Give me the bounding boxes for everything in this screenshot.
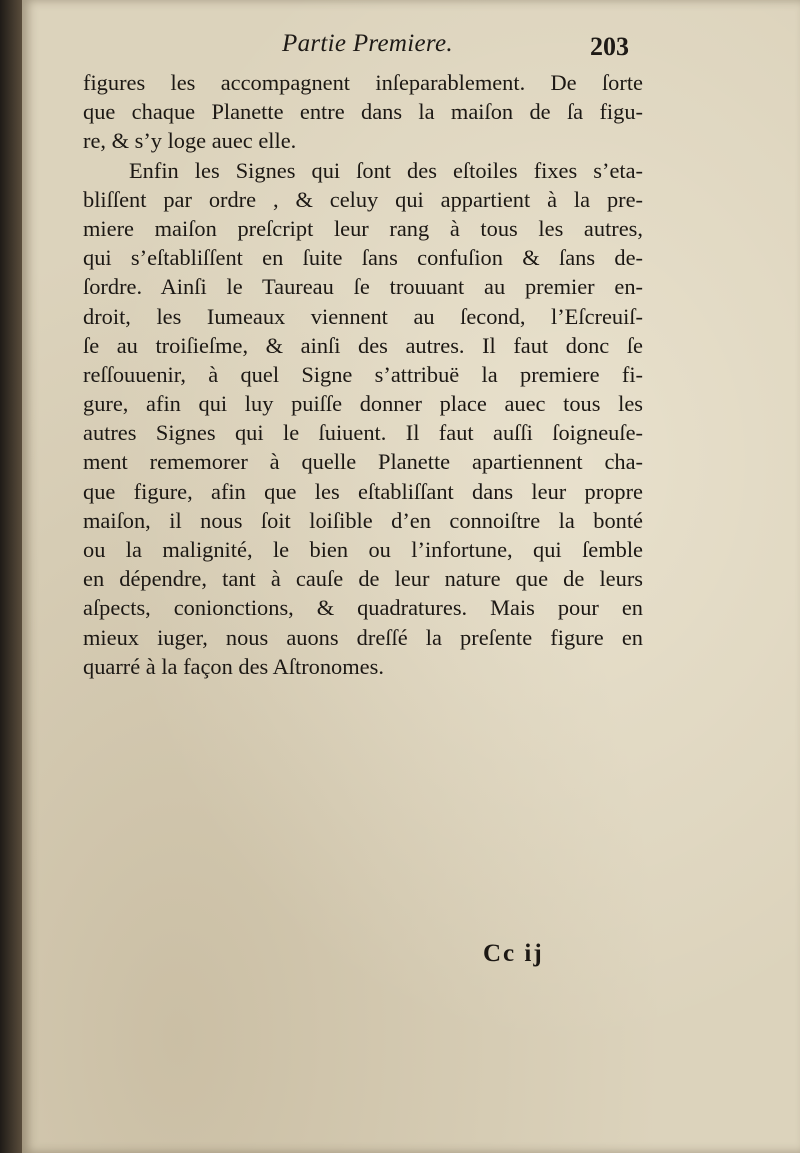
- page-number: 203: [590, 32, 629, 61]
- page-header: [0, 30, 800, 70]
- running-title: Partie Premiere.: [282, 30, 453, 57]
- text-line: qui s’eſtabliſſent en ſuite ſans confuſion & ſans de-: [83, 245, 643, 271]
- text-line: ſe au troiſieſme, & ainſi des autres. Il faut donc ſe: [83, 332, 643, 358]
- text-line: maiſon, il nous ſoit loiſible d’en connoiſtre la bonté: [83, 507, 643, 533]
- text-line: en dépendre, tant à cauſe de leur nature que de leurs: [83, 566, 643, 592]
- text-line: figures les accompagnent inſeparablement. De ſorte: [83, 70, 643, 95]
- signature-mark: Cc ij: [483, 940, 544, 967]
- text-line: Enfin les Signes qui ſont des eſtoiles fixes s’eta-: [129, 157, 643, 183]
- text-line: re, & s’y loge auec elle.: [83, 128, 297, 154]
- text-line: droit, les Iumeaux viennent au ſecond, l’Eſcreuiſ-: [83, 303, 643, 329]
- text-line: bliſſent par ordre , & celuy qui appartient à la pre-: [83, 186, 643, 212]
- body-text: [83, 68, 643, 681]
- text-line: que figure, afin que les eſtabliſſant dans leur propre: [83, 478, 643, 504]
- text-line: quarré à la façon des Aſtronomes.: [83, 653, 384, 679]
- text-line: ou la malignité, le bien ou l’infortune, qui ſemble: [83, 537, 643, 562]
- text-line: miere maiſon preſcript leur rang à tous les autres,: [83, 215, 643, 241]
- text-line: autres Signes qui le ſuiuent. Il faut auſſi ſoigneuſe-: [83, 420, 643, 446]
- text-line: gure, afin qui luy puiſſe donner place auec tous les: [83, 391, 643, 417]
- text-line: aſpects, conionctions, & quadratures. Mais pour en: [83, 595, 643, 621]
- text-line: que chaque Planette entre dans la maiſon de ſa figu-: [83, 99, 643, 125]
- book-gutter: [0, 0, 22, 1153]
- text-line: ment rememorer à quelle Planette apartiennent cha-: [83, 449, 643, 475]
- text-line: ſordre. Ainſi le Taureau ſe trouuant au premier en-: [83, 274, 643, 300]
- text-line: mieux iuger, nous auons dreſſé la preſente figure en: [83, 624, 643, 650]
- text-line: reſſouuenir, à quel Signe s’attribuë la premiere fi-: [83, 361, 643, 387]
